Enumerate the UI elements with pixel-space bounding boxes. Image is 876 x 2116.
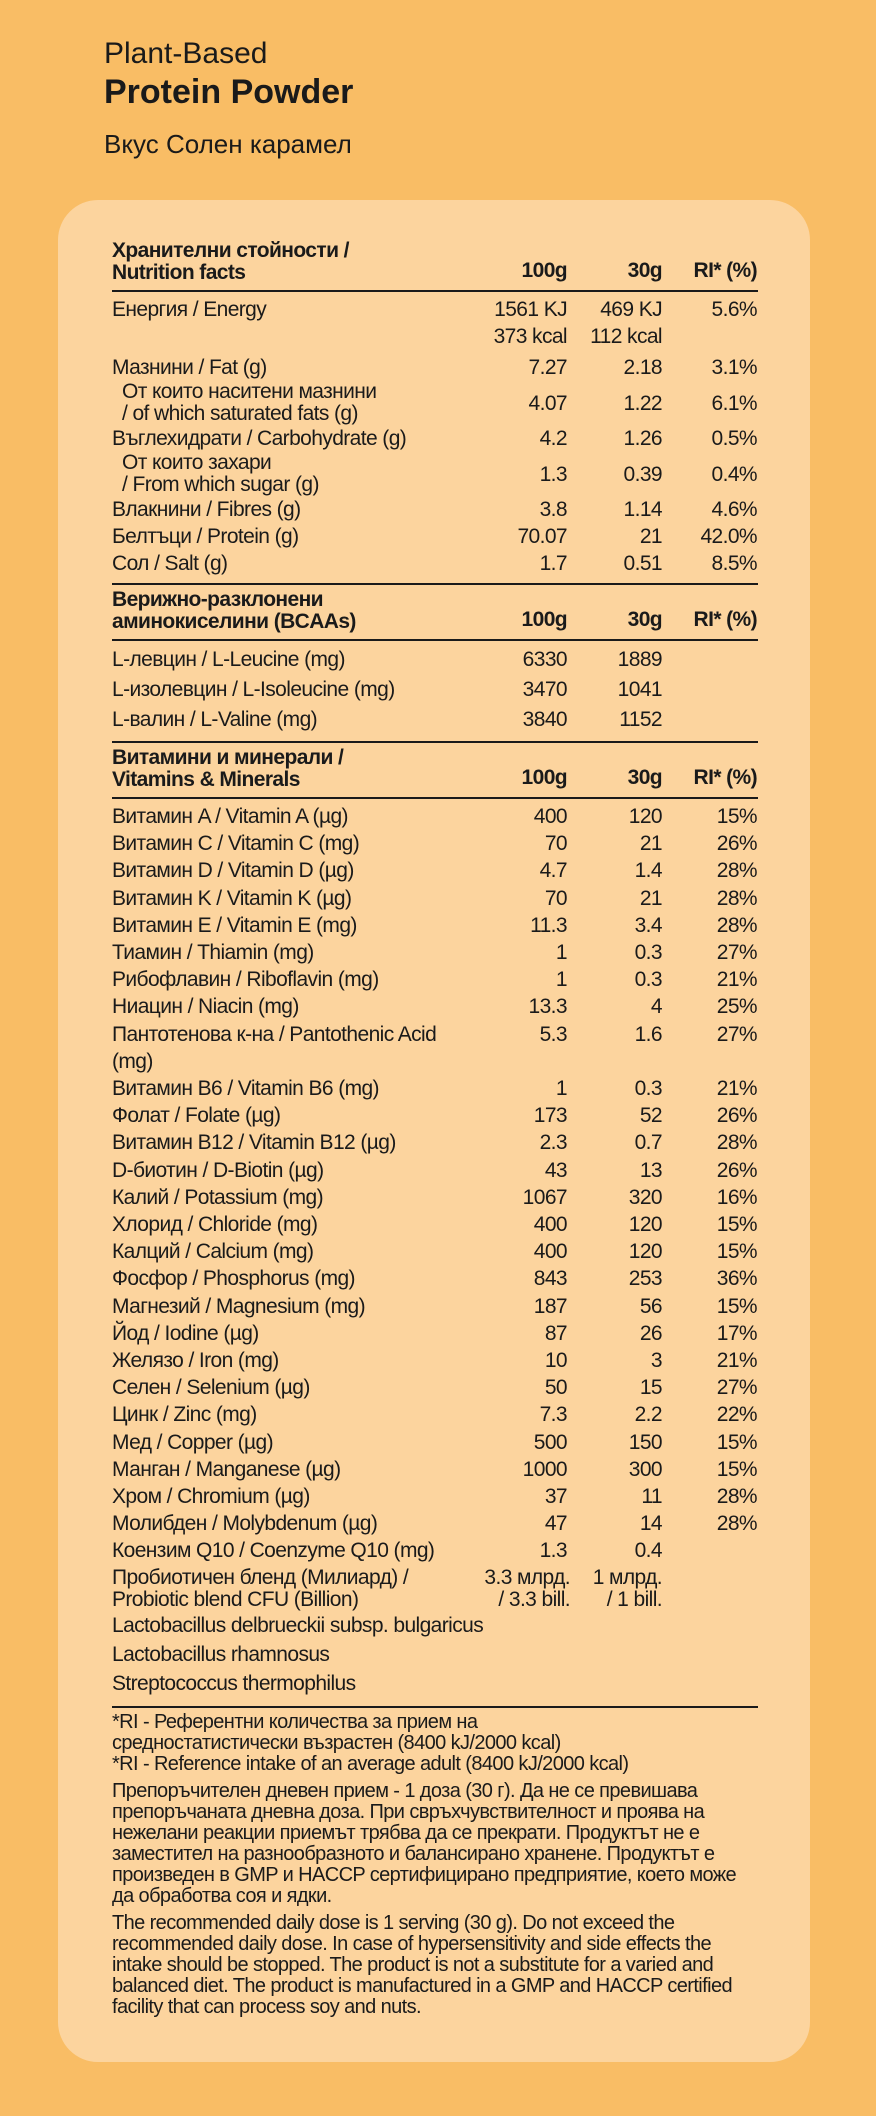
ri-note-bg-1: *RI - Референтни количества за прием на [112,1710,478,1733]
nutrition-header [112,240,758,284]
energy-kcal-30: 112 kcal [590,325,662,348]
bcaa-header: Верижно-разклонени аминокиселини (BCAAs) 100g 30g RI* (%) [112,588,757,633]
table-row: От които наситени мазнини / of which saturated fats (g) 4.07 1.22 6.1% [122,380,757,425]
table-row: Сол / Salt (g) 1.7 0.51 8.5% [112,552,757,575]
energy-kcal-100: 373 kcal [493,325,567,348]
table-row: Желязо / Iron (mg) 10 3 21% [112,1349,757,1373]
nutrition-panel [58,200,810,2062]
vitamins-title-en: Vitamins & Minerals [112,768,300,791]
product-category: Plant-Based [104,37,268,70]
table-row: Ниацин / Niacin (mg) 13.3 4 25% [112,995,757,1019]
footnotes [112,1712,758,2018]
bcaa-title-en: аминокиселини (BCAAs) [112,610,356,633]
vitamins-title-bg: Витамини и минерали / [112,746,344,769]
col-100g: 100g [521,259,567,282]
table-row: Витамин D / Vitamin D (µg) 4.7 1.4 28% [112,859,757,883]
divider [112,1706,758,1708]
energy-ri: 5.6% [711,298,757,321]
table-row: Мед / Copper (µg) 500 150 15% [112,1430,757,1454]
table-row: Тиамин / Thiamin (mg) 1 0.3 27% [112,941,757,965]
product-header [104,36,353,160]
divider [112,290,758,292]
table-row: Цинк / Zinc (mg) 7.3 2.2 22% [112,1403,757,1427]
table-row: D-биотин / D-Biotin (µg) 43 13 26% [112,1158,757,1182]
table-row: Въглехидрати / Carbohydrate (g) 4.2 1.26 0.5% [112,427,757,450]
divider [112,797,758,799]
divider [112,583,758,585]
table-row: Фосфор / Phosphorus (mg) 843 253 36% [112,1267,757,1291]
table-row: Белтъци / Protein (g) 70.07 21 42.0% [112,525,757,548]
warning-text-en: The recommended daily dose is 1 serving (30 g). Do not exceed the recommended daily dose. In case of hypersensitivity and side effects the intake should be stopped. The product is not a substitute for a varied and balanced diet. The product is manufactured in a GMP and HACCP certified facility that can process soy and nuts. [112,1911,732,2018]
product-flavor: Вкус Солен карамел [104,129,352,159]
col-30g: 30g [627,259,662,282]
table-row: Хлорид / Chloride (mg) 400 120 15% [112,1213,757,1237]
table-row: Селен / Selenium (µg) 50 15 27% [112,1376,757,1400]
table-row: Магнезий / Magnesium (mg) 187 56 15% [112,1294,757,1318]
probiotic-row: Пробиотичен бленд (Милиард) / Probiotic blend CFU (Billion) 3.3 млрд. / 3.3 bill. 1 млрд. / 1 bill. [112,1565,662,1611]
warning-text-bg: Препоръчителен дневен прием - 1 доза (30 г). Да не се превишава препоръчаната дневна доза. При свръхчувствителност и проява на нежелани реакции приемът трябва да се прекрати. Продуктът не е заместител на разнообразното и балансирано хранене. Продуктът е произведен в GMP и HACCP сертифицирано предприятие, което може да обработва соя и ядки. [112,1779,737,1907]
nutrition-title-bg: Хранителни стойности / [112,239,349,262]
table-row: Витамин C / Vitamin C (mg) 70 21 26% [112,832,757,856]
table-row: Йод / Iodine (µg) 87 26 17% [112,1321,757,1345]
ri-note-en: *RI - Reference intake of an average adult (8400 kJ/2000 kcal) [112,1752,629,1775]
table-row: От които захари / From which sugar (g) 1.3 0.39 0.4% [122,451,757,496]
energy-kj-30: 469 KJ [600,298,662,321]
divider [112,741,758,743]
product-name: Protein Powder [104,73,354,111]
table-row: Молибден / Molybdenum (µg) 47 14 28% [112,1512,757,1536]
table-row: Рибофлавин / Riboflavin (mg) 1 0.3 21% [112,968,757,992]
energy-kj-100: 1561 KJ [494,298,567,321]
table-row: Манган / Manganese (µg) 1000 300 15% [112,1457,757,1481]
vitamins-header: Витамини и минерали / Vitamins & Minerals 100g 30g RI* (%) [112,746,757,791]
table-row: Хром / Chromium (µg) 37 11 28% [112,1485,757,1509]
probiotic-strain: Lactobacillus rhamnosus [112,1642,330,1666]
table-row: Калий / Potassium (mg) 1067 320 16% [112,1185,757,1209]
table-row: L-изолевцин / L-Isoleucine (mg) 3470 1041 [112,678,662,701]
probiotic-label-en: Probiotic blend CFU (Billion) [112,1587,359,1611]
probiotic-label-bg: Пробиотичен бленд (Милиард) / [112,1565,409,1589]
table-row: Пантотенова к-на / Pantothenic Acid (mg) 5.3 1.6 27% [112,1022,757,1073]
energy-row [112,296,758,350]
table-row: Витамин B6 / Vitamin B6 (mg) 1 0.3 21% [112,1077,757,1101]
table-row: Витамин E / Vitamin E (mg) 11.3 3.4 28% [112,913,757,937]
divider [112,639,758,641]
probiotic-strain: Streptococcus thermophilus [112,1671,356,1695]
bcaa-title-bg: Верижно-разклонени [112,588,323,611]
table-row: Коензим Q10 / Coenzyme Q10 (mg) 1.3 0.4 [112,1539,662,1563]
table-row: L-валин / L-Valine (mg) 3840 1152 [112,708,662,731]
table-row: Фолат / Folate (µg) 173 52 26% [112,1104,757,1128]
probiotic-strain: Lactobacillus delbrueckii subsp. bulgaricus [112,1613,484,1637]
table-row: Влакнини / Fibres (g) 3.8 1.14 4.6% [112,498,757,521]
table-row: Мазнини / Fat (g) 7.27 2.18 3.1% [112,356,757,379]
table-row: Витамин A / Vitamin A (µg) 400 120 15% [112,805,757,828]
table-row: Витамин B12 / Vitamin B12 (µg) 2.3 0.7 28% [112,1131,757,1155]
vitamin-rows [112,803,758,1565]
energy-label: Енергия / Energy [112,298,267,321]
col-ri: RI* (%) [693,259,757,282]
table-row: L-левцин / L-Leucine (mg) 6330 1889 [112,648,662,671]
nutrition-table [112,240,758,2024]
ri-note-bg-2: средностатистически възрастен (8400 kJ/2000 kcal) [112,1731,561,1754]
table-row: Калций / Calcium (mg) 400 120 15% [112,1240,757,1264]
nutrition-title-en: Nutrition facts [112,261,246,284]
table-row: Витамин K / Vitamin K (µg) 70 21 28% [112,886,757,910]
